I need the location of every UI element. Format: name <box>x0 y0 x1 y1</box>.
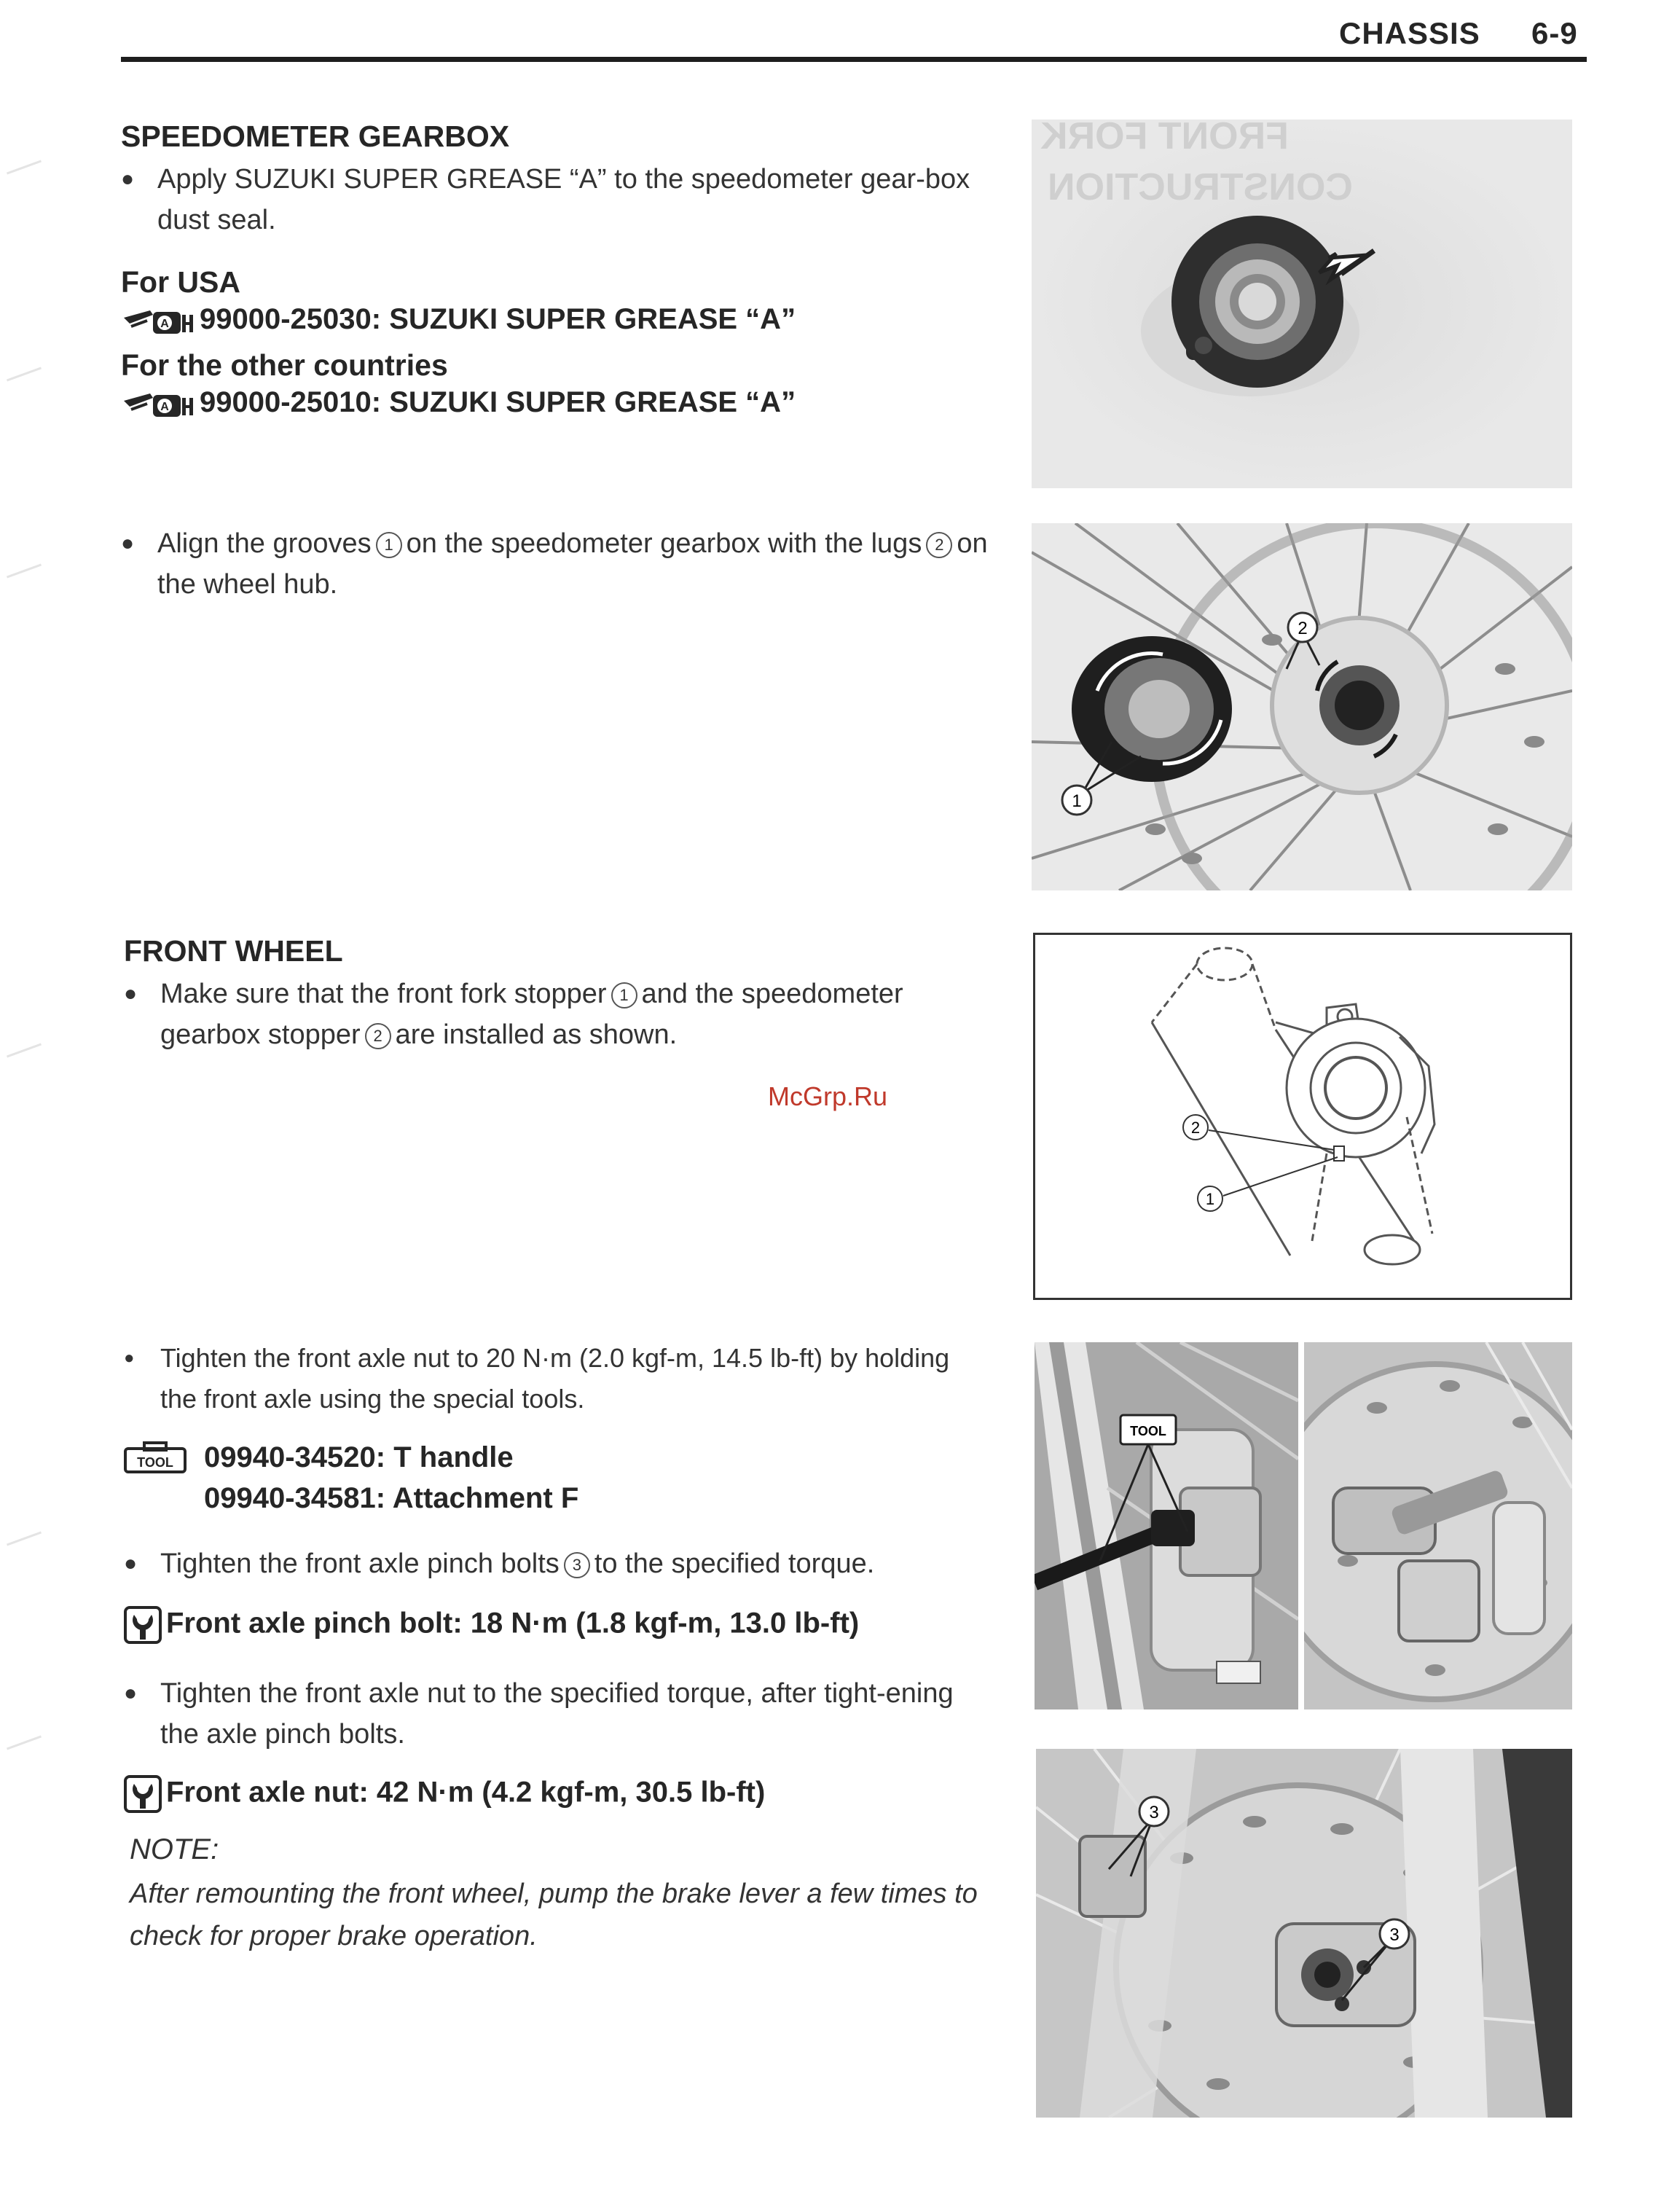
callout-1: 1 <box>376 532 402 558</box>
tool-t-handle: 09940-34520: T handle <box>204 1441 514 1473</box>
photo-wheel-hub <box>1032 523 1572 890</box>
callout-2: 2 <box>926 532 952 558</box>
watermark: McGrp.Ru <box>768 1081 888 1111</box>
stopper-step <box>124 974 988 1055</box>
axle-nut-torque-step <box>124 1673 991 1755</box>
step-text: Tighten the front axle nut to the specified torque, after tight-ening the axle pinch bolts. <box>160 1678 954 1750</box>
special-tool-icon <box>124 1441 187 1473</box>
align-grooves-step <box>121 523 988 605</box>
grease-icon <box>121 388 194 420</box>
callout-2: 2 <box>1298 619 1308 638</box>
torque-wrench-icon <box>124 1606 162 1644</box>
photo-reversed-text: CONSTRUCTION <box>1048 166 1353 208</box>
photo-pinch-bolts <box>1036 1749 1572 2118</box>
other-countries-label: For the other countries <box>121 348 448 382</box>
photo-axle-tool-left <box>1035 1342 1298 1709</box>
header-rule <box>121 57 1587 62</box>
bullet-icon: ● <box>124 1551 138 1575</box>
step-text: Tighten the front axle pinch bolts 3 to the specified torque. <box>160 1548 875 1579</box>
bullet-icon: ● <box>124 982 138 1006</box>
tool-icon-label: TOOL <box>137 1455 173 1470</box>
photo-tool-label: TOOL <box>1130 1424 1166 1438</box>
usa-grease-line <box>121 303 796 337</box>
margin-mark <box>7 367 42 382</box>
torque-wrench-icon <box>124 1775 162 1813</box>
pinch-bolt-step <box>124 1543 991 1584</box>
note-label: NOTE: <box>130 1833 219 1865</box>
diagram-fork-stopper <box>1033 933 1572 1300</box>
tool-attachment-f: 09940-34581: Attachment F <box>204 1482 579 1514</box>
step-text: Make sure that the front fork stopper 1 and the speedometer gearbox stopper 2 are installed as shown. <box>160 979 903 1050</box>
header-section: CHASSIS <box>1339 16 1480 50</box>
callout-3: 3 <box>1149 1803 1159 1822</box>
photo-speedometer-gearbox <box>1032 120 1572 488</box>
axle-nut-torque-text: Front axle nut: 42 N·m (4.2 kgf-m, 30.5 lb-ft) <box>166 1776 766 1809</box>
speedometer-gearbox-heading: SPEEDOMETER GEARBOX <box>121 120 510 153</box>
margin-mark <box>7 1736 42 1750</box>
front-wheel-heading: FRONT WHEEL <box>124 934 343 968</box>
photo-axle-tool-right <box>1304 1342 1572 1709</box>
header-page-number: 6-9 <box>1531 16 1578 50</box>
step-text: Tighten the front axle nut to 20 N·m (2.0 kgf-m, 14.5 lb-ft) by holding the front axle using the special tools. <box>160 1343 950 1414</box>
grease-icon-letter: A <box>160 318 169 331</box>
callout-2: 2 <box>1190 1119 1201 1137</box>
other-grease-text: 99000-25010: SUZUKI SUPER GREASE “A” <box>200 386 796 418</box>
pinch-bolt-torque-spec <box>124 1606 859 1644</box>
bullet-icon: ● <box>121 531 135 555</box>
grease-icon-letter: A <box>160 401 169 414</box>
callout-2: 2 <box>365 1023 391 1049</box>
pinch-bolt-torque-text: Front axle pinch bolt: 18 N·m (1.8 kgf-m, 13.0 lb-ft) <box>166 1607 860 1640</box>
other-grease-line <box>121 386 796 420</box>
margin-mark <box>7 1532 42 1546</box>
usa-label: For USA <box>121 265 240 299</box>
margin-mark <box>7 564 42 579</box>
callout-1: 1 <box>1205 1190 1215 1208</box>
callout-1: 1 <box>611 982 637 1008</box>
axle-nut-torque-spec <box>124 1775 765 1813</box>
bullet-icon: ● <box>124 1681 138 1705</box>
callout-3: 3 <box>1389 1925 1400 1945</box>
note-text: After remounting the front wheel, pump the brake lever a few times to check for proper brake operation. <box>130 1879 978 1951</box>
bullet-icon: ● <box>124 1348 135 1368</box>
callout-3: 3 <box>564 1552 590 1578</box>
grease-icon <box>121 305 194 337</box>
axle-nut-hold-step <box>124 1338 991 1419</box>
step-text: Apply SUZUKI SUPER GREASE “A” to the speedometer gear-box dust seal. <box>157 164 970 235</box>
margin-mark <box>7 1043 42 1058</box>
callout-1: 1 <box>1072 791 1082 811</box>
photo-reversed-text: FRONT FORK <box>1040 120 1289 157</box>
step-text: Align the grooves 1 on the speedometer gearbox with the lugs 2 on the wheel hub. <box>157 528 988 600</box>
speedometer-grease-step <box>121 159 988 240</box>
margin-mark <box>7 160 42 175</box>
bullet-icon: ● <box>121 167 135 191</box>
usa-grease-text: 99000-25030: SUZUKI SUPER GREASE “A” <box>200 303 796 335</box>
